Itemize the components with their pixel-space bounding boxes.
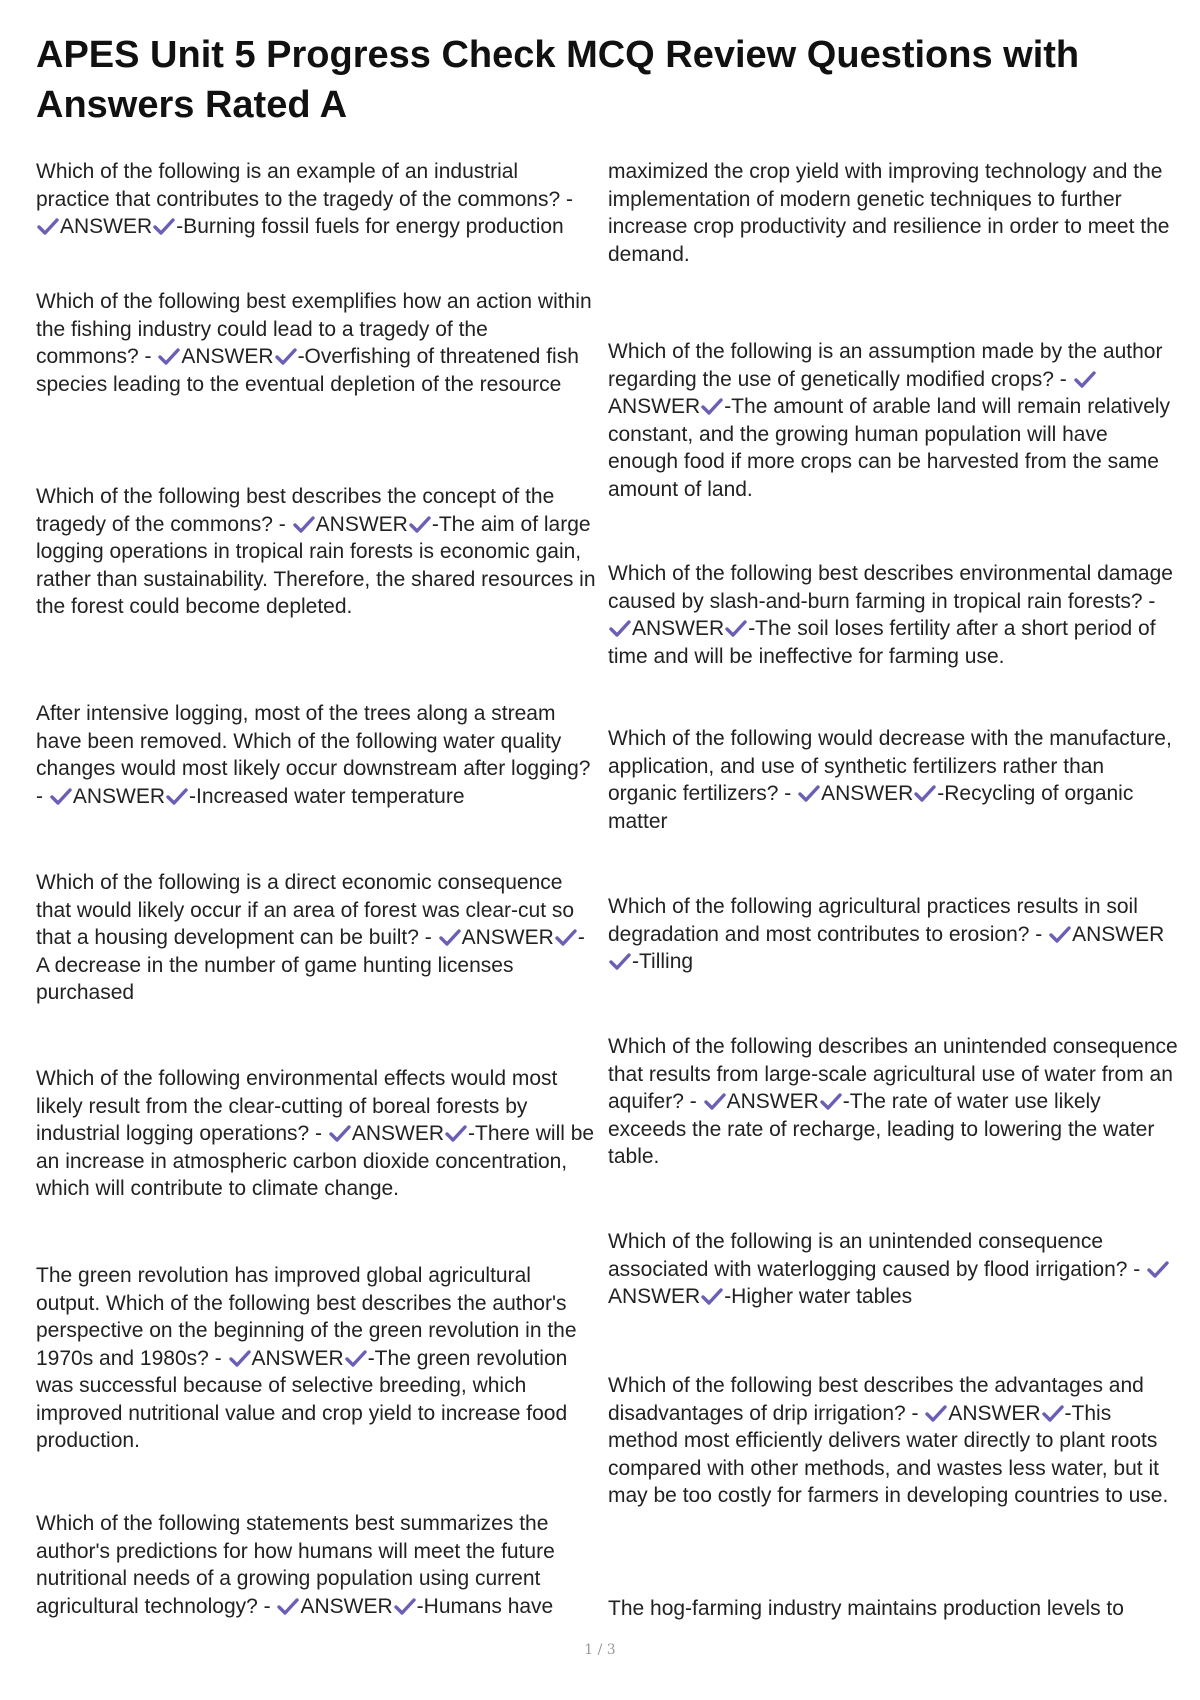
checkmark-icon [153, 217, 175, 235]
answer-text: -The soil loses fertility after a short period of time and will be ineffective for farming use. [608, 617, 1156, 668]
answer-label: ANSWER [300, 1594, 393, 1618]
answer-label: ANSWER [72, 784, 166, 808]
question-text: Which of the following best describes the concept of the tragedy of the commons? - [36, 485, 555, 536]
checkmark-icon [820, 1092, 842, 1110]
checkmark-icon [37, 217, 59, 235]
question-text: Which of the following agricultural practices results in soil degradation and most contributes to erosion? - [608, 895, 1138, 946]
qa-item [608, 725, 1178, 835]
qa-item [36, 1262, 596, 1455]
checkmark-icon [158, 347, 180, 365]
question-text: Which of the following describes an unintended consequence that results from large-scale agricultural use of water from an aquifer? - [608, 1035, 1178, 1113]
question-text: Which of the following statements best summarizes the author's predictions for how humans will meet the future nutritional needs of a growing population using current agricultural technology? - [36, 1512, 555, 1618]
answer-text: -Higher water tables [724, 1285, 913, 1308]
qa-item [36, 869, 596, 1007]
continuation-text: maximized the crop yield with improving technology and the implementation of modern genetic techniques to further increase crop productivity and resilience in order to meet the demand. [608, 160, 1170, 266]
qa-item [608, 893, 1178, 976]
answer-text: -Tilling [632, 950, 694, 973]
question-text: Which of the following is an example of an industrial practice that contributes to the tragedy of the commons? - [36, 160, 573, 211]
answer-text: -A decrease in the number of game hunting licenses purchased [36, 926, 585, 1004]
checkmark-icon [609, 952, 631, 970]
answer-text: -This method most efficiently delivers water directly to plant roots compared with other methods, and wastes less water, but it may be too costly for farmers in developing countries to use. [608, 1401, 1169, 1507]
checkmark-icon [704, 1092, 726, 1110]
checkmark-icon [1074, 370, 1096, 388]
answer-text: -The green revolution was successful because of selective breeding, which improved nutritional value and crop yield to increase food production. [36, 1346, 568, 1452]
question-text: Which of the following best describes environmental damage caused by slash-and-burn farming in tropical rain forests? - [608, 562, 1173, 613]
qa-item [608, 1228, 1178, 1311]
checkmark-icon [50, 787, 72, 805]
answer-label: ANSWER [608, 395, 701, 418]
qa-item [36, 1510, 596, 1620]
checkmark-icon [166, 787, 188, 805]
checkmark-icon [275, 347, 297, 365]
answer-text: -There will be an increase in atmospheric carbon dioxide concentration, which will contribute to climate change. [36, 1122, 595, 1200]
qa-item [36, 288, 596, 398]
answer-label: ANSWER [351, 1122, 445, 1145]
answer-text: -Increased water temperature [189, 784, 465, 808]
question-text: Which of the following is an assumption made by the author regarding the use of genetically modified crops? - [608, 340, 1163, 391]
answer-label: ANSWER [60, 215, 153, 238]
checkmark-icon [1049, 925, 1071, 943]
qa-item [36, 158, 596, 241]
qa-item [36, 483, 596, 621]
checkmark-icon [229, 1349, 251, 1367]
question-text: The hog-farming industry maintains production levels to [608, 1597, 1124, 1620]
answer-text: -The rate of water use likely exceeds the rate of recharge, leading to lowering the water table. [608, 1090, 1155, 1168]
qa-item [608, 338, 1178, 503]
checkmark-icon [555, 928, 577, 946]
qa-item [608, 1372, 1178, 1510]
answer-label: ANSWER [181, 345, 274, 368]
qa-continuation [608, 158, 1178, 268]
qa-item [608, 1595, 1178, 1623]
question-text: Which of the following would decrease with the manufacture, application, and use of synthetic fertilizers rather than organic fertilizers? - [608, 727, 1172, 805]
checkmark-icon [329, 1124, 351, 1142]
answer-text: -The amount of arable land will remain relatively constant, and the growing human population will have enough food if more crops can be harvested from the same amount of land. [608, 395, 1171, 501]
checkmark-icon [394, 1597, 416, 1615]
answer-label: ANSWER [726, 1090, 819, 1113]
question-text: Which of the following is an unintended consequence associated with waterlogging caused by flood irrigation? - [608, 1230, 1141, 1281]
checkmark-icon [925, 1404, 947, 1422]
question-text: The green revolution has improved global agricultural output. Which of the following best describes the author's perspective on the beginning of the green revolution in the 1970s and 1980s? - [36, 1264, 577, 1370]
checkmark-icon [914, 784, 936, 802]
checkmark-icon [277, 1597, 299, 1615]
question-text: Which of the following environmental effects would most likely result from the clear-cutting of boreal forests by industrial logging operations? - [36, 1067, 558, 1145]
checkmark-icon [293, 515, 315, 533]
qa-item [608, 560, 1178, 670]
checkmark-icon [345, 1349, 367, 1367]
answer-label: ANSWER [608, 1285, 701, 1308]
page-number: 1 / 3 [584, 1642, 616, 1658]
checkmark-icon [609, 619, 631, 637]
qa-item [36, 1065, 596, 1203]
checkmark-icon [725, 619, 747, 637]
answer-text: -Burning fossil fuels for energy production [176, 215, 564, 238]
checkmark-icon [445, 1124, 467, 1142]
document-title: APES Unit 5 Progress Check MCQ Review Questions with Answers Rated A [36, 34, 1080, 126]
checkmark-icon [439, 928, 461, 946]
question-text: Which of the following best describes the advantages and disadvantages of drip irrigation? - [608, 1374, 1144, 1425]
checkmark-icon [701, 1287, 723, 1305]
qa-item [608, 1033, 1178, 1171]
answer-text: -Humans have [416, 1594, 554, 1618]
checkmark-icon [701, 397, 723, 415]
answer-label: ANSWER [948, 1401, 1041, 1425]
question-text: Which of the following is a direct economic consequence that would likely occur if an area of forest was clear-cut so that a housing development can be built? - [36, 871, 575, 949]
checkmark-icon [409, 515, 431, 533]
checkmark-icon [798, 784, 820, 802]
question-text: After intensive logging, most of the trees along a stream have been removed. Which of the following water quality changes would most likely occur downstream after logging? - [36, 702, 591, 808]
answer-label: ANSWER [315, 512, 408, 536]
answer-text: -Recycling of organic matter [608, 782, 1134, 833]
question-text: Which of the following best exemplifies how an action within the fishing industry could lead to a tragedy of the commons? - [36, 290, 592, 368]
answer-label: ANSWER [632, 617, 725, 640]
answer-label: ANSWER [1072, 922, 1165, 946]
answer-label: ANSWER [461, 926, 554, 949]
qa-item [36, 700, 596, 810]
answer-label: ANSWER [821, 782, 914, 805]
answer-text: -The aim of large logging operations in tropical rain forests is economic gain, rather than sustainability. Therefore, the shared resources in the forest could become depleted. [36, 512, 596, 618]
answer-label: ANSWER [251, 1346, 344, 1370]
checkmark-icon [1147, 1260, 1169, 1278]
checkmark-icon [1042, 1404, 1064, 1422]
answer-text: -Overfishing of threatened fish species leading to the eventual depletion of the resource [36, 345, 579, 396]
